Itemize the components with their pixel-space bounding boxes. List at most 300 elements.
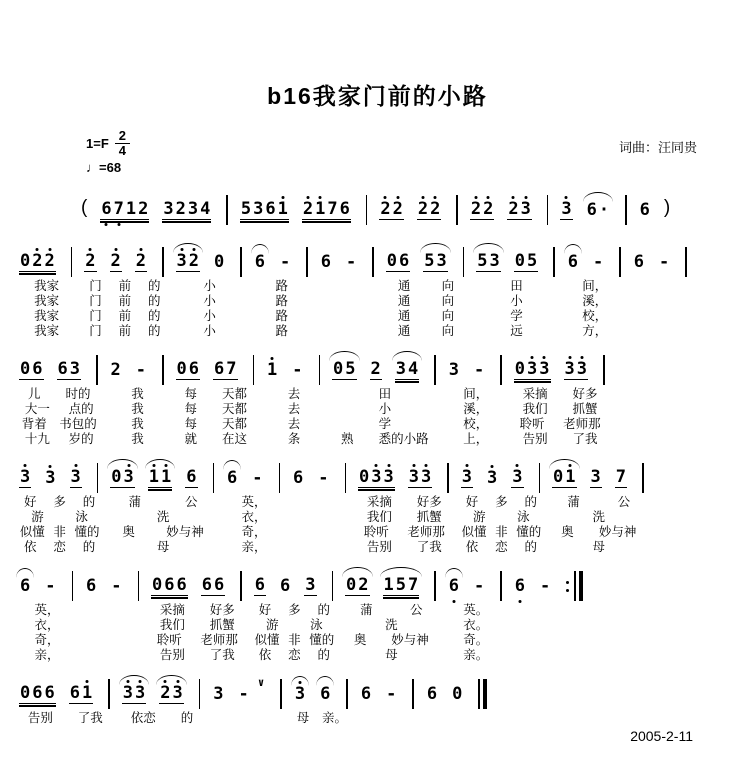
note-group (176, 250, 201, 272)
lyric-syllable: 学 (378, 417, 392, 431)
notes-row (236, 193, 374, 227)
note-group (70, 466, 82, 488)
note-group (423, 250, 448, 272)
lyric-row (316, 279, 380, 294)
note: 3 (123, 466, 134, 487)
note-group (294, 683, 306, 704)
lyric-row (250, 279, 314, 294)
lyric-syllable: 奥 (353, 633, 367, 647)
notes-row (15, 569, 79, 603)
note: 5 (527, 250, 538, 271)
lyric-row (328, 432, 442, 447)
lyric-syllable: 前 (118, 279, 132, 293)
lyric-row (250, 603, 339, 618)
lyric-syllable: 多 (495, 495, 508, 509)
note: 0 (20, 358, 31, 379)
lyric-syllable: 方， (582, 324, 608, 338)
lyric-syllable: 公 (185, 495, 198, 509)
notes-row (262, 353, 326, 387)
lyric-row (222, 540, 286, 555)
lyric-row (250, 648, 339, 663)
note-group (345, 574, 370, 596)
note: 3 (527, 358, 538, 379)
lyric-syllable: 学 (510, 309, 523, 323)
time-signature-denominator: 4 (118, 142, 126, 158)
lyric-syllable: 亲， (34, 648, 60, 662)
lyric-syllable: 去 (287, 387, 301, 401)
note: 3 (512, 466, 523, 487)
lyric-row (510, 648, 589, 663)
notes-row (15, 245, 78, 279)
lyric-row (262, 432, 326, 447)
note: 2 (175, 198, 186, 219)
lyric-row (15, 540, 104, 555)
lyric-row (262, 417, 326, 432)
lyric-syllable: 天都 (221, 387, 247, 401)
lyric-row (510, 603, 589, 618)
note: 0 (214, 251, 225, 272)
lyric-row (172, 324, 248, 339)
barline (240, 571, 242, 601)
measure (105, 353, 171, 447)
note-group (320, 251, 332, 272)
measure (289, 677, 355, 726)
lyric-syllable: 我 (131, 432, 144, 446)
barline (619, 247, 621, 277)
lyric-syllable: 抓蟹 (416, 510, 442, 524)
date-label: 2005-2-11 (630, 728, 693, 744)
lyric-syllable: 我们 (522, 402, 548, 416)
note-group (319, 683, 331, 704)
note: 1 (148, 466, 159, 487)
barline (213, 463, 215, 493)
note: 0 (452, 683, 463, 704)
note-group (279, 575, 291, 596)
lyric-syllable: 恋 (495, 540, 508, 554)
lyric-row (262, 387, 326, 402)
note-group (539, 575, 551, 596)
lyric-row (510, 432, 611, 447)
lyric-syllable: 儿 (27, 387, 41, 401)
note: 2 (483, 198, 494, 219)
lyric-row (15, 309, 78, 324)
lyric-row (356, 711, 420, 726)
notes-row (563, 245, 627, 279)
lyric-syllable: 路 (275, 309, 288, 323)
note: 6 (265, 198, 276, 219)
barline (553, 247, 555, 277)
notes-row (548, 461, 650, 495)
barline (226, 195, 228, 225)
note: 3 (408, 466, 419, 487)
barline (366, 195, 368, 225)
note: 6 (399, 250, 410, 271)
note: 3 (70, 466, 81, 487)
measure (14, 353, 105, 447)
dash-note: - (292, 359, 303, 380)
lyric-syllable: 老师那 (407, 525, 445, 539)
note-group (476, 250, 501, 272)
dash-note: - (346, 251, 357, 272)
lyric-syllable: 天都 (221, 402, 247, 416)
note: 4 (408, 358, 419, 379)
note-group (100, 198, 149, 220)
note: 6 (426, 683, 438, 704)
lyric-row (382, 309, 471, 324)
note-group (213, 251, 225, 272)
lyric-row (288, 495, 352, 510)
lyric-row (316, 324, 380, 339)
lyric-syllable: 英， (34, 603, 60, 617)
lyric-syllable: 依 (465, 540, 479, 554)
note: 6 (227, 467, 238, 488)
note: 6 (339, 198, 350, 219)
barline (240, 247, 242, 277)
note-group (19, 682, 56, 704)
lyric-row (341, 648, 442, 663)
lyric-row (80, 309, 169, 324)
notes-row (444, 569, 508, 603)
lyric-syllable: 亲。 (321, 711, 347, 725)
note: 2 (110, 359, 121, 380)
barline (162, 355, 164, 385)
lyric-row (472, 309, 561, 324)
lyric-syllable: 泳 (517, 510, 530, 524)
measure (340, 569, 443, 663)
note-group (110, 466, 135, 488)
notes-row (375, 193, 464, 227)
note-group (564, 358, 589, 380)
lyric-syllable: 时的 (65, 387, 91, 401)
barline (108, 679, 110, 709)
lyric-syllable: 母 (592, 540, 605, 554)
lyric-syllable: 小 (203, 324, 216, 338)
note-group (85, 575, 97, 596)
barline (434, 355, 436, 385)
note: 6 (44, 682, 55, 703)
barline (280, 679, 282, 709)
dash-note: - (318, 467, 329, 488)
note-group (448, 575, 460, 596)
lyric-syllable: 懂的 (516, 525, 542, 539)
measure (105, 461, 221, 555)
lyric-row (172, 309, 248, 324)
note: 3 (20, 466, 31, 487)
note: 6 (586, 199, 597, 220)
lyric-row (172, 279, 248, 294)
lyric-syllable: 大一 (24, 402, 50, 416)
lyric-row (15, 294, 78, 309)
note-group (238, 683, 250, 704)
note: 3 (590, 466, 601, 487)
note-group (251, 467, 263, 488)
lyric-row (354, 510, 455, 525)
lyric-row (354, 540, 455, 555)
lyric-row (548, 495, 650, 510)
barline (625, 195, 627, 225)
lyric-row (106, 495, 220, 510)
lyric-syllable: 奇， (34, 633, 60, 647)
lyric-syllable: 非 (53, 525, 66, 539)
lyric-syllable: 去 (287, 417, 301, 431)
note-group (511, 466, 523, 488)
lyric-row (328, 417, 442, 432)
lyric-row (472, 294, 561, 309)
note-group (266, 359, 278, 380)
lyric-syllable: 恋 (288, 648, 301, 662)
note: 3 (163, 198, 174, 219)
lyric-row (106, 510, 220, 525)
lyric-row (457, 525, 546, 540)
lyric-syllable: 的 (524, 495, 538, 509)
barline (642, 463, 644, 493)
lyric-row (629, 324, 693, 339)
lyric-syllable: 老师那 (200, 633, 238, 647)
note-group (213, 358, 238, 380)
lyric-row (382, 279, 471, 294)
lyric-syllable: 依 (258, 648, 272, 662)
note: 2 (508, 198, 519, 219)
dash-note: - (238, 683, 249, 704)
lyric-row (382, 324, 471, 339)
lyric-syllable: 蒲 (360, 603, 373, 617)
lyric-syllable: 蒲 (128, 495, 142, 509)
lyric-syllable: 好 (258, 603, 272, 617)
lyric-syllable: 告别 (27, 711, 53, 725)
lyric-row (510, 387, 611, 402)
note: 6 (101, 198, 112, 219)
barline (71, 247, 73, 277)
notes-row (147, 569, 248, 603)
note: 2 (417, 198, 429, 219)
note: 2 (160, 682, 171, 703)
measure (14, 569, 80, 663)
barline (346, 679, 348, 709)
lyric-row (106, 525, 220, 540)
lyric-syllable: 聆听 (519, 417, 545, 431)
lyric-syllable: 聆听 (156, 633, 182, 647)
lyric-row (118, 711, 207, 726)
lyric-syllable: 告别 (522, 432, 548, 446)
dash-note: - (386, 683, 397, 704)
notes-row (172, 353, 261, 387)
lyric-syllable: 了我 (416, 540, 442, 554)
note: 3 (253, 198, 264, 219)
lyric-syllable: 背着 (21, 417, 47, 431)
lyric-syllable: 泳 (75, 510, 88, 524)
note-group (151, 574, 188, 596)
note-group (19, 466, 31, 488)
lyric-row (222, 510, 286, 525)
note: 6 (176, 574, 187, 595)
measure (235, 193, 375, 227)
note: 6 (214, 358, 225, 379)
lyric-syllable: 好 (23, 495, 37, 509)
lyric-syllable: 泳 (310, 618, 323, 632)
lyric-syllable: 小 (203, 279, 216, 293)
lyric-syllable: 恋 (53, 540, 66, 554)
note: 7 (408, 574, 419, 595)
lyric-syllable: 依 (23, 540, 37, 554)
lyric-syllable: 小 (378, 402, 392, 416)
lyric-syllable: 亲。 (463, 648, 489, 662)
lyric-row (288, 525, 352, 540)
music-system-verse-line-4 (14, 569, 755, 663)
composer-credit: 词曲：汪同贵 (618, 140, 697, 155)
measure (171, 245, 249, 339)
measure (80, 569, 146, 663)
lyric-syllable: 聆听 (363, 525, 389, 539)
note: 1 (565, 466, 576, 487)
lyric-syllable: 天都 (221, 417, 247, 431)
note-group (586, 199, 611, 220)
note: 3 (395, 358, 406, 379)
measure (443, 569, 509, 663)
lyric-syllable: 好多 (572, 387, 598, 401)
note: 2 (32, 250, 43, 271)
lyric-syllable: 了我 (209, 648, 235, 662)
lyric-row (457, 495, 546, 510)
dash-note: - (540, 575, 551, 596)
note: 3 (69, 358, 80, 379)
notes-row (106, 353, 170, 387)
tempo-marking: ♩=68 (86, 160, 122, 176)
note: 0 (514, 358, 525, 379)
lyric-syllable: 游 (266, 618, 279, 632)
note: 2 (430, 198, 441, 219)
note: 6 (201, 574, 212, 595)
lyric-syllable: 的 (148, 324, 161, 338)
note-group (560, 198, 572, 220)
lyric-row (147, 618, 248, 633)
lyric-syllable: 衣， (34, 618, 60, 632)
lyric-row (510, 633, 589, 648)
barline (372, 247, 374, 277)
note-group (279, 251, 291, 272)
note: 6 (86, 575, 97, 596)
note-group (514, 250, 539, 272)
note: 1 (161, 466, 172, 487)
lyric-row (629, 294, 693, 309)
notes-row (629, 245, 693, 279)
note: 3 (576, 358, 587, 379)
note: 6 (320, 683, 331, 704)
note: 0 (553, 466, 564, 487)
lyric-row (629, 279, 693, 294)
measure (465, 193, 556, 227)
lyric-syllable: 门 (89, 309, 102, 323)
lyric-syllable: 通 (397, 309, 411, 323)
time-signature (115, 129, 130, 157)
lyric-row (15, 648, 79, 663)
lyric-row (250, 633, 339, 648)
note-group (473, 575, 485, 596)
lyric-row (563, 294, 627, 309)
lyric-syllable: 奥 (122, 525, 135, 539)
note: 2 (392, 198, 403, 219)
note: 6 (280, 575, 291, 596)
notes-row (208, 677, 288, 711)
lyric-syllable: 溪， (463, 402, 489, 416)
lyric-syllable: 的 (317, 648, 331, 662)
note: 1 (125, 198, 137, 219)
note: 6 (188, 358, 199, 379)
barline (306, 247, 308, 277)
measure (374, 193, 465, 227)
lyric-syllable: 溪， (582, 294, 608, 308)
lyric-syllable: 似懂 (254, 633, 280, 647)
dash-note: - (474, 575, 485, 596)
note-group (19, 358, 44, 380)
lyric-syllable: 似懂 (19, 525, 45, 539)
notes-row (250, 569, 339, 603)
note-group (302, 198, 351, 220)
lyric-row (316, 309, 380, 324)
lyric-syllable: 小 (203, 294, 216, 308)
lyric-row (563, 309, 627, 324)
lyric-row (288, 510, 352, 525)
lyric-syllable: 书包的 (59, 417, 97, 431)
note: 3 (294, 683, 306, 704)
key-signature: 1=F (86, 135, 109, 151)
lyric-row (444, 633, 508, 648)
lyric-syllable: 就 (184, 432, 197, 446)
note: 6 (57, 358, 68, 379)
music-system-verse-line-3 (14, 461, 755, 555)
measure (171, 353, 262, 447)
barline (412, 679, 414, 709)
lyric-syllable: 我们 (159, 618, 185, 632)
dash-note: - (252, 467, 263, 488)
lyric-row (288, 540, 352, 555)
lyric-syllable: 前 (118, 324, 132, 338)
lyric-row (80, 279, 169, 294)
measure (634, 193, 676, 227)
lyric-row (15, 279, 78, 294)
lyric-row (172, 402, 261, 417)
note: 2 (138, 198, 149, 219)
dash-note: - (593, 251, 604, 272)
note-group (122, 682, 147, 704)
lyric-syllable: 向 (441, 324, 455, 338)
lyric-syllable: 我家 (34, 279, 60, 293)
note: 2 (470, 198, 482, 219)
note: 5 (345, 358, 356, 379)
note: 0 (176, 358, 187, 379)
note-group (291, 359, 303, 380)
lyric-syllable: 衣。 (463, 618, 489, 632)
lyric-syllable: 亲， (241, 540, 267, 554)
measure (509, 353, 612, 447)
phrase-paren: ( (81, 197, 88, 218)
lyric-syllable: 的 (82, 540, 96, 554)
notes-row (466, 193, 555, 227)
dot-note: · (598, 199, 610, 220)
lyric-syllable: 通 (397, 279, 411, 293)
lyric-syllable: 懂的 (309, 633, 335, 647)
note: 6 (320, 251, 331, 272)
music-system-intro (76, 193, 755, 227)
note: 3 (122, 682, 133, 703)
music-system-verse-line-2 (14, 353, 755, 447)
note-group (148, 466, 173, 488)
note: 6 (254, 574, 265, 595)
measure (421, 677, 494, 726)
lyric-row (250, 618, 339, 633)
note: 3 (305, 574, 316, 595)
lyric-row (250, 294, 314, 309)
lyric-syllable: 的 (148, 309, 161, 323)
